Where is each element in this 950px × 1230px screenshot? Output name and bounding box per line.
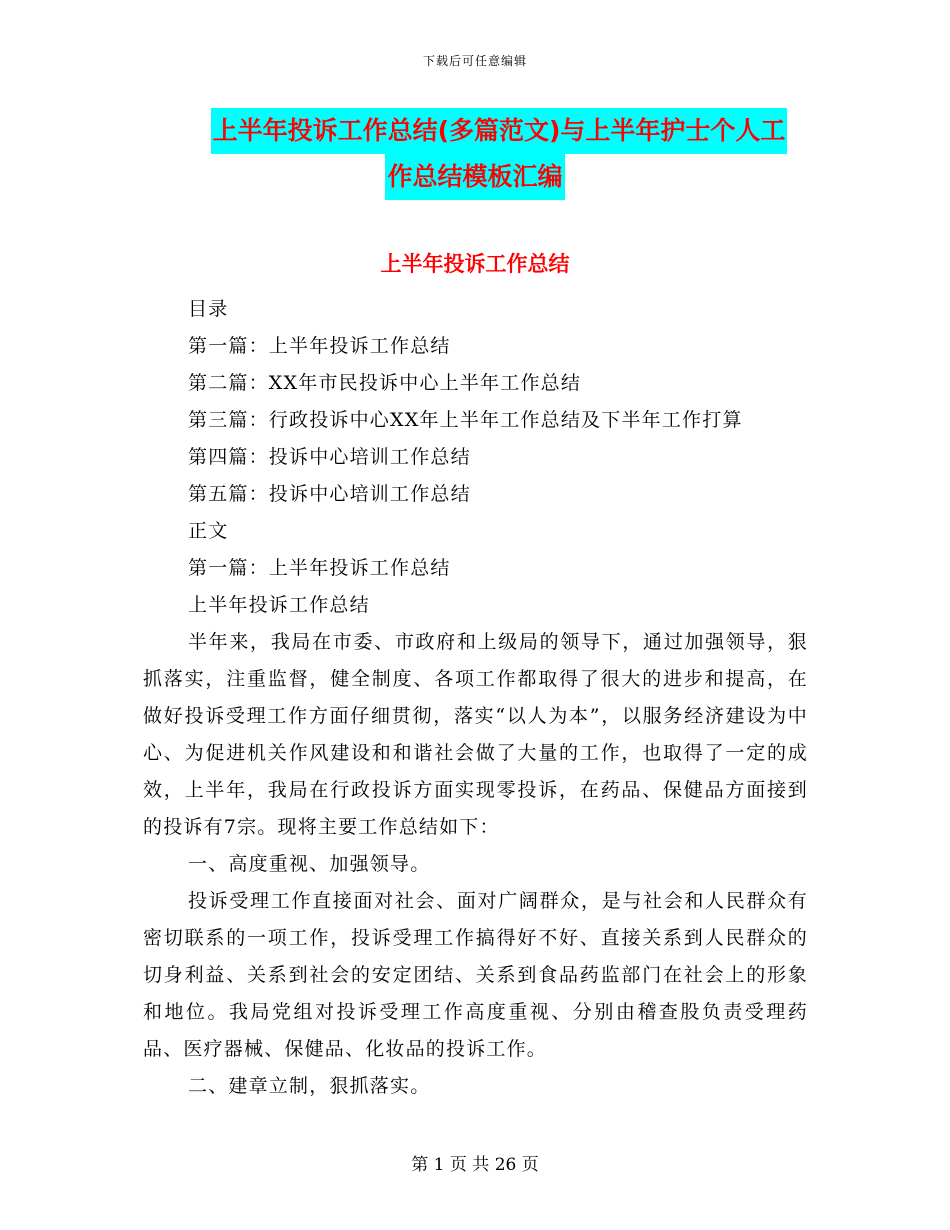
section-title: 上半年投诉工作总结 xyxy=(380,252,570,276)
chapter-subtitle: 上半年投诉工作总结 xyxy=(188,594,370,616)
toc-item-4: 第四篇：投诉中心培训工作总结 xyxy=(188,446,471,468)
document-body xyxy=(143,291,808,1105)
document-title xyxy=(0,108,950,200)
toc-item-2: 第二篇：XX年市民投诉中心上半年工作总结 xyxy=(188,372,582,394)
paragraph-2: 投诉受理工作直接面对社会、面对广阔群众，是与社会和人民群众有密切联系的一项工作，投诉受理工作搞得好不好、直接关系到人民群众的切身利益、关系到社会的安定团结、关系到食品药监部门在社会上的形象和地位。我局党组对投诉受理工作高度重视、分别由稽查股负责受理药品、医疗器械、保健品、化妆品的投诉工作。 xyxy=(143,890,808,1060)
paragraph-1: 半年来，我局在市委、市政府和上级局的领导下，通过加强领导，狠抓落实，注重监督，健全制度、各项工作都取得了很大的进步和提高，在做好投诉受理工作方面仔细贯彻，落实“以人为本”，以服务经济建设为中心、为促进机关作风建设和和谐社会做了大量的工作，也取得了一定的成效，上半年，我局在行政投诉方面实现零投诉，在药品、保健品方面接到的投诉有7宗。现将主要工作总结如下： xyxy=(143,631,808,838)
body-label: 正文 xyxy=(188,520,229,542)
document-title-line-1: 上半年投诉工作总结(多篇范文)与上半年护士个人工 xyxy=(211,108,788,154)
section-heading-2: 二、建章立制，狠抓落实。 xyxy=(188,1075,431,1097)
toc-item-1: 第一篇：上半年投诉工作总结 xyxy=(188,335,451,357)
chapter-heading: 第一篇：上半年投诉工作总结 xyxy=(188,557,451,579)
header-note: 下载后可任意编辑 xyxy=(422,54,527,68)
toc-item-3: 第三篇：行政投诉中心XX年上半年工作总结及下半年工作打算 xyxy=(188,409,743,431)
document-title-line-2: 作总结模板汇编 xyxy=(385,154,564,200)
section-heading-1: 一、高度重视、加强领导。 xyxy=(188,853,431,875)
toc-item-5: 第五篇：投诉中心培训工作总结 xyxy=(188,483,471,505)
toc-label: 目录 xyxy=(188,298,229,320)
page-footer: 第 1 页 共 26 页 xyxy=(411,1155,539,1175)
